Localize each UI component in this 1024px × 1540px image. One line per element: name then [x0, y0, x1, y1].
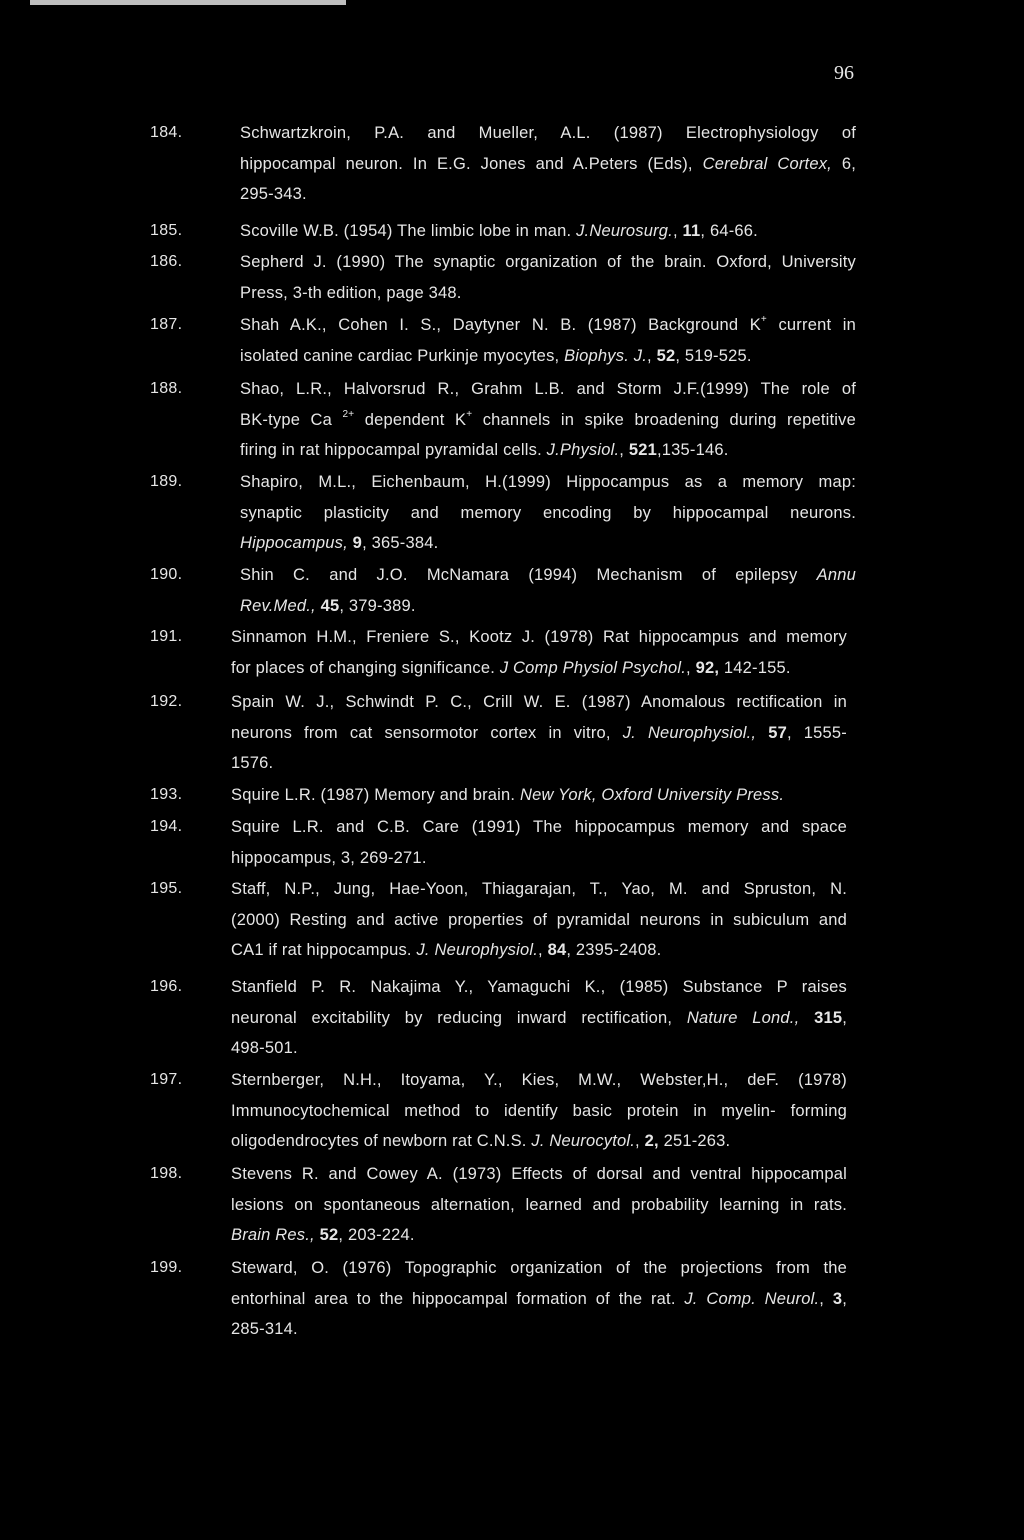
- reference-line: [231, 690, 847, 714]
- text-run: Stevens R. and Cowey A. (1973) Effects of dorsal and ventral hippocampal: [231, 1165, 847, 1183]
- italic-text: J.Neurosurg.: [576, 222, 673, 240]
- reference-line: [240, 219, 856, 243]
- reference-line: [231, 751, 847, 775]
- text-run: (2000) Resting and active properties of pyramidal neurons in subiculum and: [231, 910, 847, 929]
- bold-text: 3: [832, 1289, 843, 1308]
- reference-line: [231, 1162, 847, 1186]
- text-run: Steward, O. (1976) Topographic organization of the projections from the: [231, 1259, 847, 1277]
- reference-line: [231, 1317, 847, 1341]
- bold-text: 9: [352, 534, 363, 552]
- reference-line: [231, 1068, 847, 1092]
- text-run: Squire L.R. (1987) Memory and brain.: [231, 786, 520, 804]
- text-run: neuronal excitability by reducing inward rectification,: [231, 1008, 687, 1027]
- text-run: Sinnamon H.M., Freniere S., Kootz J. (1978) Rat hippocampus and memory: [231, 628, 847, 646]
- reference-number: 196.: [150, 978, 183, 995]
- text-run: Scoville W.B. (1954) The limbic lobe in man.: [240, 222, 577, 240]
- text-run: current in: [766, 316, 856, 334]
- text-run: oligodendrocytes of newborn rat C.N.S.: [231, 1132, 532, 1150]
- text-run: ,: [619, 441, 629, 459]
- text-run: for places of changing significance.: [231, 658, 500, 677]
- text-run: 1576.: [231, 754, 274, 772]
- text-run: Shin C. and J.O. McNamara (1994) Mechanism of epilepsy: [240, 566, 817, 584]
- italic-text: J. Neurocytol.: [531, 1132, 636, 1150]
- text-run: ,: [842, 1008, 847, 1027]
- text-run: synaptic plasticity and memory encoding by hippocampal neurons.: [240, 503, 856, 522]
- reference-line: [231, 625, 847, 649]
- text-run: , 2395-2408.: [566, 941, 662, 959]
- bold-text: 57: [768, 723, 787, 742]
- text-run: neurons from cat sensormotor cortex in vitro,: [231, 723, 623, 742]
- reference-line: [231, 721, 847, 745]
- italic-text: J. Comp. Neurol.: [684, 1289, 820, 1308]
- reference-line: [240, 121, 856, 145]
- reference-line: [231, 938, 847, 962]
- text-run: 295-343.: [240, 185, 307, 203]
- text-run: ,: [635, 1132, 645, 1150]
- reference-number: 186.: [150, 253, 183, 270]
- reference-line: [240, 313, 856, 337]
- page-number: 96: [834, 62, 854, 84]
- text-run: Sternberger, N.H., Itoyama, Y., Kies, M.W., Webster,H., deF. (1978): [231, 1071, 847, 1089]
- reference-line: [240, 594, 856, 618]
- text-run: , 519-525.: [675, 346, 752, 365]
- text-run: , 365-384.: [362, 534, 439, 552]
- reference-number: 199.: [150, 1259, 183, 1276]
- bold-text: 52: [319, 1226, 339, 1244]
- reference-line: [231, 815, 847, 839]
- reference-number: 187.: [150, 316, 183, 333]
- reference-line: [231, 1099, 847, 1123]
- text-run: ,: [647, 346, 657, 365]
- text-run: Shah A.K., Cohen I. S., Daytyner N. B. (1987) Background K: [240, 316, 761, 334]
- reference-number: 189.: [150, 473, 183, 490]
- scan-edge-bar: [30, 0, 346, 5]
- superscript: +: [760, 314, 767, 325]
- superscript: +: [466, 408, 473, 420]
- text-run: channels in spike broadening during repetitive: [472, 410, 856, 429]
- italic-text: J Comp Physiol Psychol.: [499, 658, 686, 677]
- reference-number: 192.: [150, 693, 183, 710]
- reference-line: [231, 877, 847, 901]
- text-run: , 1555-: [787, 723, 847, 742]
- text-run: 142-155.: [719, 658, 791, 677]
- reference-line: [240, 531, 856, 555]
- reference-number: 190.: [150, 566, 183, 583]
- bold-text: 521: [628, 441, 657, 459]
- text-run: dependent K: [354, 410, 467, 429]
- reference-line: [240, 377, 856, 401]
- reference-line: [231, 783, 847, 807]
- text-run: 251-263.: [658, 1132, 731, 1150]
- reference-line: [231, 1193, 847, 1217]
- text-run: [799, 1009, 814, 1027]
- reference-line: [231, 1006, 847, 1030]
- text-run: ,: [685, 658, 696, 677]
- reference-line: [231, 656, 847, 680]
- italic-text: Hippocampus,: [240, 534, 348, 552]
- reference-line: [231, 846, 847, 870]
- text-run: Staff, N.P., Jung, Hae-Yoon, Thiagarajan, T., Yao, M. and Spruston, N.: [231, 880, 847, 898]
- text-run: hippocampus, 3, 269-271.: [231, 848, 427, 867]
- text-run: Shao, L.R., Halvorsrud R., Grahm L.B. and Storm J.F.(1999) The role of: [240, 380, 856, 398]
- reference-line: [240, 408, 856, 432]
- text-run: BK-type Ca: [240, 410, 343, 429]
- text-run: Immunocytochemical method to identify basic protein in myelin- forming: [231, 1101, 847, 1120]
- text-run: Sepherd J. (1990) The synaptic organization of the brain. Oxford, University: [240, 253, 856, 271]
- text-run: ,: [672, 222, 683, 240]
- text-run: Spain W. J., Schwindt P. C., Crill W. E. (1987) Anomalous rectification in: [231, 693, 847, 711]
- text-run: ,135-146.: [656, 441, 729, 459]
- reference-line: [240, 250, 856, 274]
- text-run: ,: [819, 1289, 833, 1308]
- reference-number: 195.: [150, 880, 183, 897]
- reference-number: 188.: [150, 380, 183, 397]
- reference-number: 191.: [150, 628, 183, 645]
- reference-line: [231, 1287, 847, 1311]
- text-run: CA1 if rat hippocampus.: [231, 941, 417, 959]
- italic-text: Cerebral Cortex,: [702, 154, 832, 173]
- text-run: [756, 724, 768, 742]
- reference-number: 197.: [150, 1071, 183, 1088]
- text-run: Stanfield P. R. Nakajima Y., Yamaguchi K., (1985) Substance P raises: [231, 978, 847, 996]
- bold-text: 92,: [695, 658, 720, 677]
- reference-line: [240, 152, 856, 176]
- reference-number: 184.: [150, 124, 183, 141]
- italic-text: Rev.Med.,: [240, 596, 316, 615]
- text-run: ,: [842, 1289, 847, 1308]
- text-run: firing in rat hippocampal pyramidal cells.: [240, 441, 547, 459]
- italic-text: J.Physiol.: [546, 441, 620, 459]
- text-run: isolated canine cardiac Purkinje myocytes,: [240, 346, 565, 365]
- superscript: 2+: [342, 408, 355, 420]
- text-run: 285-314.: [231, 1320, 298, 1338]
- bold-text: 2,: [644, 1132, 659, 1150]
- bold-text: 45: [320, 596, 340, 615]
- text-run: entorhinal area to the hippocampal formation of the rat.: [231, 1289, 685, 1308]
- reference-line: [240, 501, 856, 525]
- italic-text: J. Neurophysiol.,: [622, 723, 757, 742]
- bold-text: 11: [682, 222, 701, 240]
- text-run: , 64-66.: [700, 222, 758, 240]
- reference-number: 198.: [150, 1165, 183, 1182]
- reference-line: [240, 182, 856, 206]
- reference-line: [231, 975, 847, 999]
- reference-line: [240, 438, 856, 462]
- text-run: lesions on spontaneous alternation, learned and probability learning in rats.: [231, 1195, 847, 1214]
- text-run: Shapiro, M.L., Eichenbaum, H.(1999) Hippocampus as a memory map:: [240, 473, 856, 491]
- italic-text: Annu: [816, 566, 856, 584]
- text-run: Squire L.R. and C.B. Care (1991) The hippocampus memory and space: [231, 818, 847, 836]
- reference-number: 194.: [150, 818, 183, 835]
- reference-line: [231, 1223, 847, 1247]
- bold-text: 52: [656, 346, 676, 365]
- text-run: Schwartzkroin, P.A. and Mueller, A.L. (1987) Electrophysiology of: [240, 124, 856, 142]
- bold-text: 84: [547, 941, 567, 959]
- reference-line: [231, 1129, 847, 1153]
- text-run: 498-501.: [231, 1039, 298, 1057]
- text-run: hippocampal neuron. In E.G. Jones and A.Peters (Eds),: [240, 154, 703, 173]
- reference-line: [240, 281, 856, 305]
- reference-line: [240, 470, 856, 494]
- text-run: 6,: [831, 154, 856, 173]
- reference-line: [231, 1036, 847, 1060]
- reference-line: [231, 908, 847, 932]
- reference-line: [231, 1256, 847, 1280]
- reference-number: 193.: [150, 786, 183, 803]
- italic-text: New York, Oxford University Press.: [519, 786, 785, 804]
- text-run: Press, 3-th edition, page 348.: [240, 283, 462, 302]
- text-run: , 203-224.: [338, 1226, 415, 1244]
- italic-text: Biophys. J.: [564, 346, 647, 365]
- reference-number: 185.: [150, 222, 183, 239]
- italic-text: J. Neurophysiol.: [416, 941, 538, 959]
- italic-text: Nature Lond.,: [686, 1008, 800, 1027]
- reference-line: [240, 344, 856, 368]
- reference-line: [240, 563, 856, 587]
- italic-text: Brain Res.,: [231, 1226, 315, 1244]
- bold-text: 315: [814, 1008, 843, 1027]
- text-run: , 379-389.: [339, 596, 416, 615]
- text-run: ,: [538, 941, 548, 959]
